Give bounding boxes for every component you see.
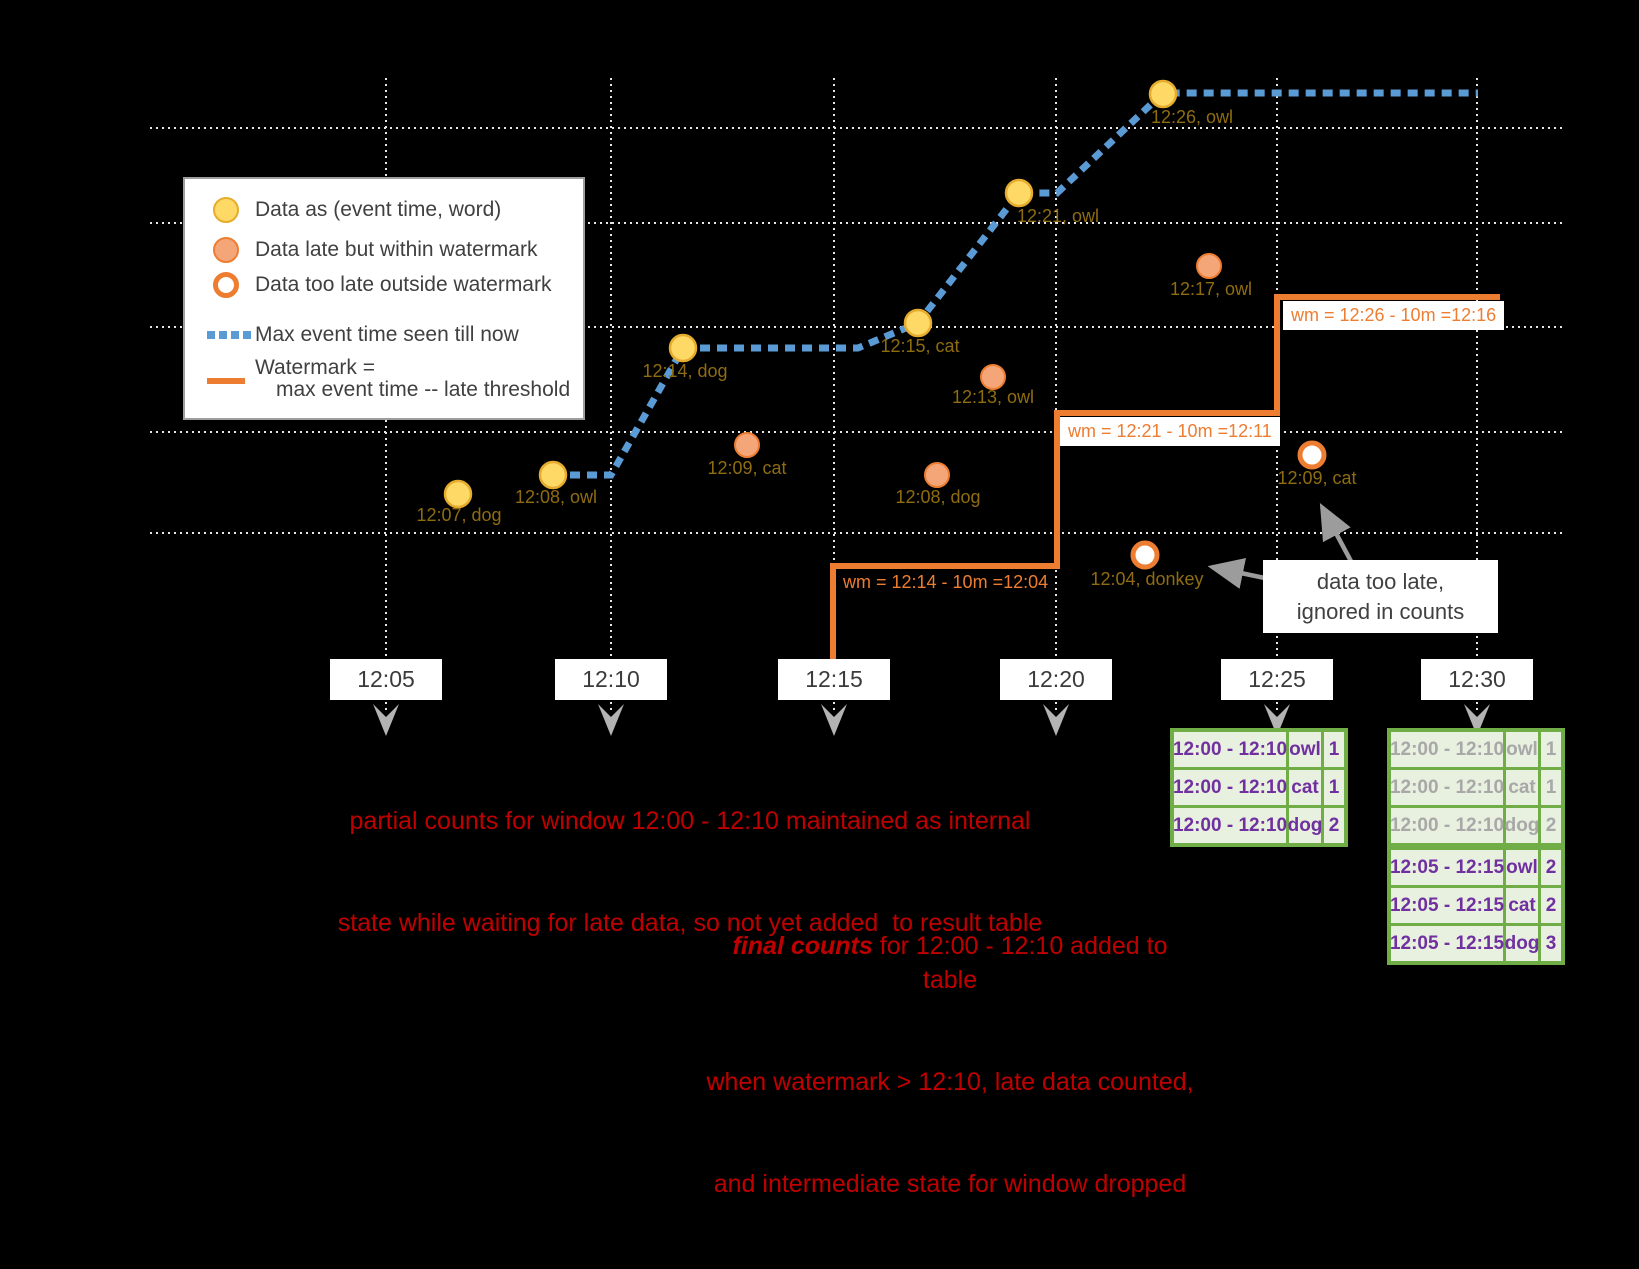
data-point-too-late [1133,543,1157,567]
x-axis-tick-12-20: 12:20 [1000,659,1112,700]
too-late-dot-icon [213,272,239,298]
data-point-late [735,433,759,457]
result-cell-count: 1 [1324,770,1344,805]
final-counts-note-line1 [703,929,1197,997]
on-time-dot-icon [213,197,239,223]
result-cell-word: dog [1506,808,1538,843]
max-event-time-line [553,93,1478,475]
result-cell-word: owl [1506,850,1538,885]
result-cell-word: owl [1289,732,1321,767]
result-cell-window: 12:00 - 12:10 [1174,770,1286,805]
result-cell-count: 1 [1324,732,1344,767]
result-cell-count: 2 [1541,850,1561,885]
legend [183,177,585,420]
legend-item-on-time [185,196,583,224]
x-axis-tick-12-30: 12:30 [1421,659,1533,700]
result-cell-window: 12:05 - 12:15 [1391,926,1503,961]
data-point-label: 12:07, dog [416,505,502,525]
data-point-on-time [670,335,696,361]
result-cell-window: 12:00 - 12:10 [1391,770,1503,805]
data-point-label: 12:04, donkey [1090,569,1204,589]
legend-item-label: Data too late outside watermark [255,273,552,296]
result-cell-count: 3 [1541,926,1561,961]
data-point-on-time [1006,180,1032,206]
final-counts-rest: for 12:00 - 12:10 added to table [872,932,1175,994]
late-dot-icon [213,237,239,263]
result-cell-count: 1 [1541,770,1561,805]
result-cell-window: 12:00 - 12:10 [1174,808,1286,843]
watermark-value-label: wm = 12:14 - 10m =12:04 [843,572,1049,592]
legend-item-late [185,236,583,264]
legend-item-watermark-2 [185,368,583,401]
result-cell-window: 12:05 - 12:15 [1391,850,1503,885]
data-point-late [981,365,1005,389]
x-axis-tick-12-10: 12:10 [555,659,667,700]
final-counts-emphasis: final counts [732,932,873,960]
final-counts-note [703,861,1197,1269]
callout-arrow [1322,507,1352,563]
result-cell-count: 2 [1324,808,1344,843]
data-point-label: 12:08, owl [514,487,598,507]
data-point-late [1197,254,1221,278]
legend-item-label: max event time -- late threshold [276,378,571,401]
legend-item-label: Data as (event time, word) [255,198,502,221]
data-point-label: 12:21, owl [1016,206,1100,226]
result-cell-word: cat [1506,888,1538,923]
too-late-callout [1263,560,1498,633]
x-axis-tick-12-15: 12:15 [778,659,890,700]
x-axis-tick-12-05: 12:05 [330,659,442,700]
legend-item-max-event-line [185,321,583,349]
result-cell-count: 2 [1541,888,1561,923]
legend-item-label: Watermark = [255,356,375,379]
partial-counts-note-line1: partial counts for window 12:00 - 12:10 maintained as internal [349,807,1031,835]
result-cell-window: 12:05 - 12:15 [1391,888,1503,923]
final-counts-note-line2: when watermark > 12:10, late data counted, [706,1068,1194,1096]
result-cell-word: cat [1289,770,1321,805]
result-cell-window: 12:00 - 12:10 [1174,732,1286,767]
final-counts-note-line3: and intermediate state for window dropped [713,1170,1187,1198]
data-point-label: 12:09, cat [707,458,787,478]
data-point-label: 12:09, cat [1277,468,1357,488]
data-point-label: 12:08, dog [895,487,981,507]
data-point-on-time [540,462,566,488]
data-point-label: 12:13, owl [951,387,1035,407]
data-point-label: 12:14, dog [642,361,728,381]
result-cell-window: 12:00 - 12:10 [1391,732,1503,767]
data-point-on-time [1150,81,1176,107]
result-cell-word: cat [1506,770,1538,805]
data-point-label: 12:15, cat [880,336,960,356]
result-cell-count: 2 [1541,808,1561,843]
legend-item-label: Data late but within watermark [255,238,538,261]
legend-item-label: Max event time seen till now [255,323,519,346]
watermark-value-label: wm = 12:26 - 10m =12:16 [1283,301,1504,330]
data-point-label: 12:17, owl [1169,279,1253,299]
data-point-on-time [445,481,471,507]
result-cell-word: owl [1506,732,1538,767]
too-late-callout-line1: data too late, [1316,568,1445,594]
result-cell-word: dog [1506,926,1538,961]
legend-item-too-late [185,271,583,299]
x-axis-tick-12-25: 12:25 [1221,659,1333,700]
watermark-value-label: wm = 12:21 - 10m =12:11 [1060,417,1280,446]
result-cell-window: 12:00 - 12:10 [1391,808,1503,843]
data-point-on-time [905,310,931,336]
blue-dash-icon [207,331,251,339]
data-point-late [925,463,949,487]
data-point-label: 12:26, owl [1150,107,1234,127]
result-cell-word: dog [1289,808,1321,843]
result-cell-count: 1 [1541,732,1561,767]
too-late-callout-line2: ignored in counts [1296,598,1465,624]
orange-line-icon [207,378,245,384]
data-point-too-late [1300,443,1324,467]
partial-counts-note-line2: state while waiting for late data, so not yet added to result table [337,909,1043,937]
